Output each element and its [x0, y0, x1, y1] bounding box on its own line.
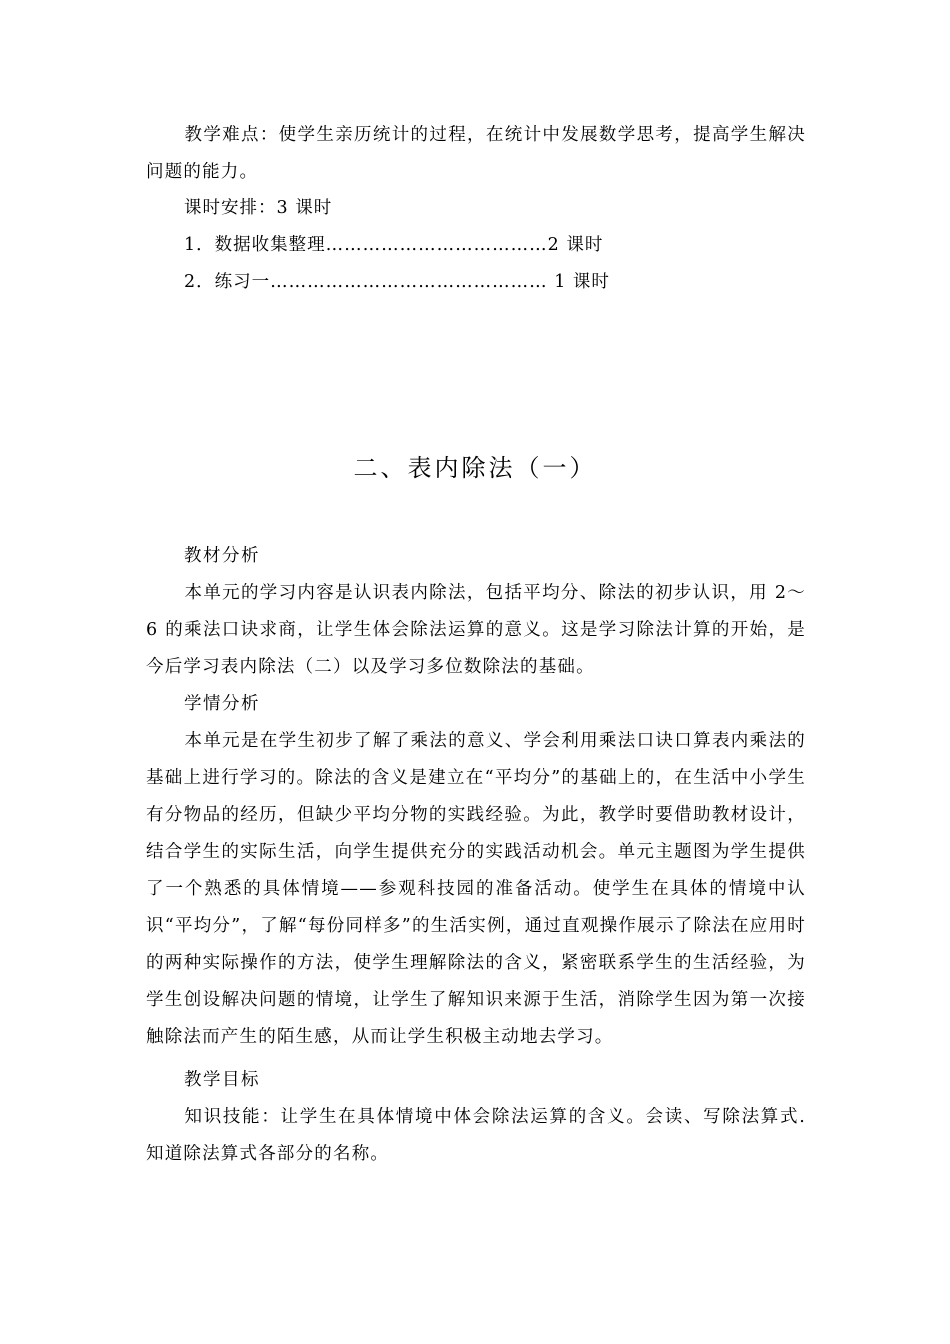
unit-title: 二、表内除法（一） [353, 454, 597, 482]
schedule-item: 2．练习一……………………………………… 1 课时 [184, 272, 610, 292]
teaching-difficulty-paragraph: 教学难点：使学生亲历统计的过程，在统计中发展数学思考，提高学生解决问题的能力。 [146, 125, 806, 182]
schedule-label: 课时安排：3 课时 [184, 198, 333, 218]
learner-analysis-heading: 学情分析 [184, 694, 260, 714]
material-analysis-heading: 教材分析 [184, 546, 260, 566]
learner-analysis-paragraph: 本单元是在学生初步了解了乘法的意义、学会利用乘法口诀口算表内乘法的基础上进行学习的。除法的含义是建立在“平均分”的基础上的，在生活中小学生有分物品的经历，但缺少平均分物的实践经验。为此，教学时要借助教材设计，结合学生的实际生活，向学生提供充分的实践活动机会。单元主题图为学生提供了一个熟悉的具体情境——参观科技园的准备活动。使学生在具体的情境中认识“平均分”，了解“每份同样多”的生活实例，通过直观操作展示了除法在应用时的两种实际操作的方法，使学生理解除法的含义，紧密联系学生的生活经验，为学生创设解决问题的情境，让学生了解知识来源于生活，消除学生因为第一次接触除法而产生的陌生感，从而让学生积极主动地去学习。 [146, 731, 806, 1047]
schedule-item: 1．数据收集整理………………………………2 课时 [184, 235, 604, 255]
teaching-goals-heading: 教学目标 [184, 1070, 260, 1090]
material-analysis-paragraph: 本单元的学习内容是认识表内除法，包括平均分、除法的初步认识，用 2～6 的乘法口诀求商，让学生体会除法运算的意义。这是学习除法计算的开始，是今后学习表内除法（二）以及学习多位数除法的基础。 [146, 583, 806, 677]
knowledge-skills-paragraph: 知识技能：让学生在具体情境中体会除法运算的含义。会读、写除法算式.知道除法算式各部分的名称。 [146, 1107, 806, 1164]
